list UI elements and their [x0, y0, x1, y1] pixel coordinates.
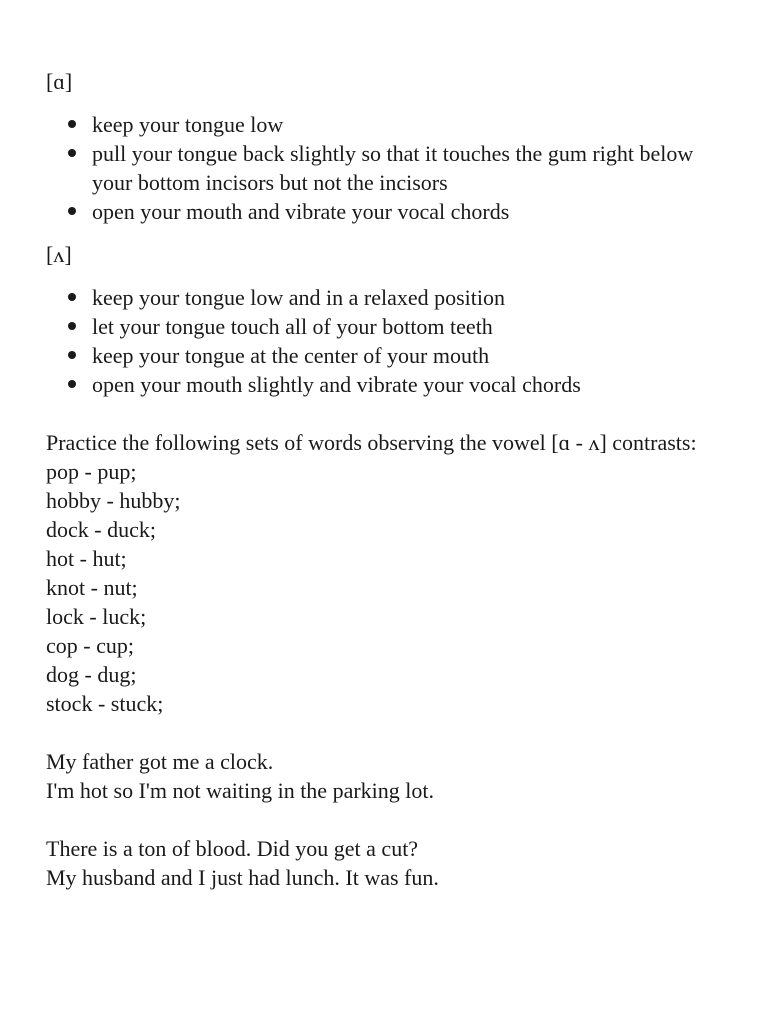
list-item [92, 283, 706, 312]
document-body [46, 67, 706, 892]
spacer [46, 718, 706, 747]
bullet-icon [68, 293, 76, 301]
practice-sentence: My husband and I just had lunch. It was fun. [46, 865, 439, 890]
vowel-heading-b: [ʌ] [46, 242, 72, 267]
vowel-heading-a: [ɑ] [46, 69, 73, 94]
word-pair: knot - nut; [46, 575, 138, 600]
list-item [92, 139, 706, 197]
word-pair: pop - pup; [46, 459, 137, 484]
practice-section [46, 428, 706, 718]
list-item [92, 312, 706, 341]
sentence-group-a [46, 747, 706, 805]
bullet-icon [68, 322, 76, 330]
word-pair: stock - stuck; [46, 691, 164, 716]
list-item [92, 341, 706, 370]
list-item-text: keep your tongue low [92, 112, 284, 137]
word-pair: hot - hut; [46, 546, 127, 571]
word-pair: hobby - hubby; [46, 488, 181, 513]
practice-sentence: There is a ton of blood. Did you get a cut? [46, 836, 419, 861]
list-item-text: open your mouth slightly and vibrate your vocal chords [92, 372, 581, 397]
list-item-text: let your tongue touch all of your bottom teeth [92, 314, 493, 339]
instruction-list-a [46, 110, 706, 226]
practice-intro: Practice the following sets of words observing the vowel [ɑ - ʌ] contrasts: [46, 430, 697, 455]
instruction-list-b [46, 283, 706, 399]
bullet-icon [68, 351, 76, 359]
word-pair: dog - dug; [46, 662, 137, 687]
list-item-text: keep your tongue at the center of your mouth [92, 343, 490, 368]
practice-sentence: My father got me a clock. [46, 749, 274, 774]
spacer [46, 413, 706, 428]
sentence-group-b [46, 834, 706, 892]
list-item-text: open your mouth and vibrate your vocal chords [92, 199, 510, 224]
list-item [92, 110, 706, 139]
practice-sentence: I'm hot so I'm not waiting in the parking lot. [46, 778, 434, 803]
list-item-text: pull your tongue back slightly so that it touches the gum right below your bottom incisors but not the incisors [92, 141, 694, 195]
list-item [92, 370, 706, 399]
list-item-text: keep your tongue low and in a relaxed position [92, 285, 506, 310]
bullet-icon [68, 120, 76, 128]
spacer [46, 805, 706, 834]
word-pair: cop - cup; [46, 633, 134, 658]
bullet-icon [68, 207, 76, 215]
list-item [92, 197, 706, 226]
bullet-icon [68, 380, 76, 388]
bullet-icon [68, 149, 76, 157]
word-pair: lock - luck; [46, 604, 147, 629]
word-pair: dock - duck; [46, 517, 156, 542]
